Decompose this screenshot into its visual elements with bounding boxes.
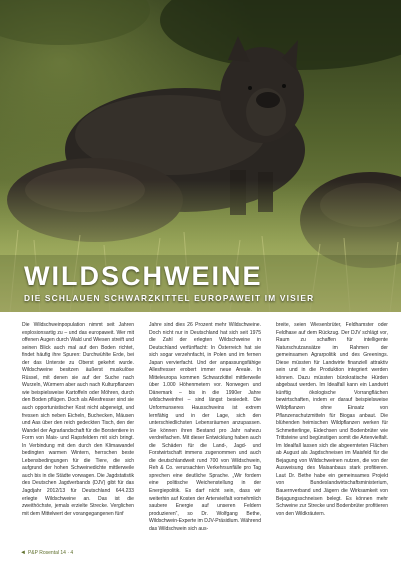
column-2-text: Jahre sind dies 26 Prozent mehr Wildschweine. Doch nicht nur in Deutschland hat sich seit 1975 die Zahl der erlegten Wildschweine in Deutschland verfünffacht: In Österreich hat sie sich sogar verzehnfacht, in Polen und im fernen Japan vervierfacht. Und der anpassungsfähige Allesfresser erobert immer neue Areale. In Mitteleuropa kommen Schwarzkittel mittlerweile über 1.000 Höhenmetern vor. Norwegen und Dänemark – bis in die 1990er Jahre wildschweinfrei – sind längst besiedelt. Die Unformunseres Hausschweins ist extrem lernfähig und in der Lage, sich den unterschiedlichsten Lebensräumen anzupassen. Sie können ihren Bestand pro Jahr nahezu verdreifachen. Mit dieser Entwicklung haben auch die Schäden für die Land-, Jagd- und Forstwirtschaft immens zugenommen und auch die deutschlandweit rund 700 von Wildschwein, Reh & Co. verursachten Verkehrsunfälle pro Tag sprechen eine deutliche Sprache. „Wir fordern eine politische Weichenstellung in der Energiepolitik. Es darf nicht sein, dass wir weiterhin auf Kosten der Artenvielfalt vornehmlich saubere Energie auf unseren Feldern produzieren“, so Dr. Wolfgang Bethe, Wildschwein-Experte im DJV-Präsidium. Während das Wildschwein sich aus- xyxy=(149,322,261,532)
text-column-3 xyxy=(276,322,388,544)
column-1-text: Die Wildschweinpopulation nimmt seit Jahren explosionsartig zu – und das europaweit. Wer mit offenen Augen durch Wald und Wiesen streift und seinen Blick auch mal auf den Boden richtet, findet häufig ihre Spuren: Durchwühlte Erde, bei der das Unterste zu Oberst gekehrt wurde. Wildschweine besitzen äußerst muskulöse Rüssel, mit denen sie auf der Suche nach Wurzeln, Würmern aber auch nach Kulturpflanzen wie beispielsweise Kartoffeln oder Möhren, durch den Boden pflügen. Doch als Allesfresser sind sie auch opportunistischer Kost nicht abgeneigt, und fressen sich neben Eicheln, Buchecken, Mäusen und Aas über den reich gedeckten Tisch, den der Wandel der Agrarlandschaft für die Borstentiere in Form von Mais- und Rapsfeldern mit sich bringt. In Verbindung mit den durch den Klimawandel bedingten warmen Wintern, herrschen beste Lebensbedingungen für die Tiere, die sich aufgrund der hohen Schweinedichte mittlerweile auch bis in die Städte vorwagen. Die Jagdstatistik des Deutschen Jagdverbands (DJV) gibt für das Jagdjahr 2012/13 für Deutschland 644.233 erlegte Wildschweine an. Das ist die zweithöchste, jemals erzielte Strecke. Verglichen mit dem Mittelwert der vorangegangenen fünf xyxy=(22,322,134,517)
text-column-1 xyxy=(22,322,134,544)
article-subtitle: DIE SCHLAUEN SCHWARZKITTEL EUROPAWEIT IM VISIER xyxy=(24,293,315,303)
article-body xyxy=(22,322,388,544)
column-3-text: breite, seien Wiesenbrüter, Feldhamster oder Feldhase auf dem Rückzug. Der DJV schlägt vor, Raum zu schaffen für intelligente Naturschutzansätze im Rahmen der gemeinsamen Agrarpolitik und des Greenings. Diese müssten für Landwirte finanziell attraktiv sein und in die Produktion integriert werden können. Dazu müssten bürokratische Hürden abgebaut werden. Im Idealfall kann ein Landwirt künftig ökologische Vorrangflächen bewirtschaften, indem er darauf beispielsweise Wildpflanzen ohne Einsatz von Pflanzenschutzmitteln für Biogas anbaut. Die blühenden heimischen Wildpflanzen werken für Schmetterlinge, Eidechsen und Bodenbrüter wie Trittsteine und begünstigen somit die Artenvielfalt. Im Idealfall lassen sich die abgeernteten Flächen ab August als Jagdschneisen im Maisfeld für die Bejagung von Wildschweinen nutzen, die von der Ausweisung des Maisanbaus stark profitieren. Laut Dr. Bethe habe ein gemeinsames Projekt von Bundeslandwirtschaftsministerium, Bauernverband und Jägern die Wirksamkeit von Bejagungsschneisen belegt. Es können mehr Schweine zur Strecke und Bodenbrüter profitieren von den Wildkräutern. xyxy=(276,322,388,517)
article-title: WILDSCHWEINE xyxy=(24,261,263,291)
footer-text: P&P Rosental 14 · 4 xyxy=(27,550,74,556)
page-footer xyxy=(20,550,73,556)
text-column-2 xyxy=(149,322,261,544)
arrow-left-icon: ◄ xyxy=(20,550,26,556)
article-heading xyxy=(24,263,394,303)
